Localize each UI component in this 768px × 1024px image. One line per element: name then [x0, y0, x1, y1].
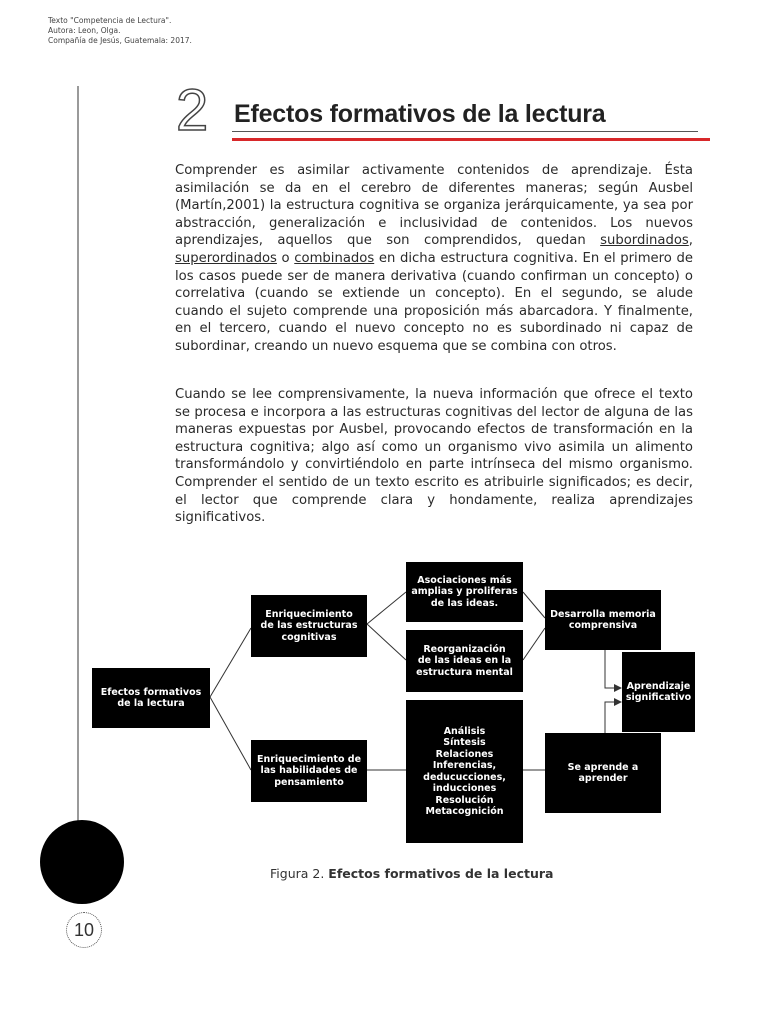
diagram-text: Análisis — [443, 725, 486, 737]
header-publisher: Compañía de Jesús, Guatemala: 2017. — [48, 36, 192, 45]
term-combinados: combinados — [294, 250, 375, 266]
diagram-text: Resolución — [435, 794, 494, 806]
arrowhead-aprendizaje-upper — [614, 684, 622, 692]
margin-line — [77, 86, 79, 826]
figure-caption — [270, 866, 553, 881]
diagram-text: Reorganización — [423, 643, 506, 655]
diagram-text: Se aprende a — [567, 761, 639, 773]
connector-root-estructuras — [210, 628, 251, 697]
diagram-text: Desarrolla memoria — [550, 608, 656, 620]
page-number: 10 — [66, 912, 102, 948]
paragraph-1 — [175, 162, 693, 356]
paragraph-1-text-a: Comprender es asimilar activamente contenidos de aprendizaje. Ésta asimilación se da en el cerebro de diferentes maneras; según Ausbel (Martín,2001) la estructura cognitiva se organiza jerárquicamente, ya sea por abstracción, generalización e inclusividad de contenidos. Los nuevos aprendizajes, aquellos que son comprendidos, quedan — [175, 163, 693, 249]
diagram-text: inducciones — [432, 783, 497, 794]
diagram-text: de la lectura — [117, 698, 185, 709]
diagram-text: Enriquecimiento — [265, 608, 353, 620]
title-red-rule — [232, 138, 710, 141]
paragraph-2: Cuando se lee comprensivamente, la nueva información que ofrece el texto se procesa e incorpora a las estructuras cognitivas del lector de alguna de las maneras expuestas por Ausbel, provocando efectos de transformación en la estructura cognitiva; algo así como un organismo vivo asimila un alimento transformándolo y convirtiéndolo en parte intrínseca del mismo organismo. Comprender el sentido de un texto escrito es atribuirle significados; es decir, el lector que comprende clara y hondamente, realiza aprendizajes significativos. — [175, 387, 693, 526]
caption-title: Efectos formativos de la lectura — [328, 866, 554, 881]
diagram-text: pensamiento — [274, 776, 344, 788]
diagram-text: comprensiva — [568, 620, 638, 631]
connector-root-habilidades — [210, 697, 251, 770]
diagram-box-reorganizacion — [406, 630, 523, 692]
diagram-text: Asociaciones más — [417, 574, 512, 586]
header-author: Autora: Leon, Olga. — [48, 26, 121, 35]
diagram-box-enriquecimiento-estructuras — [251, 595, 367, 657]
connector-estructuras-reorganizacion — [367, 624, 406, 660]
header-text-title: Texto "Competencia de Lectura". — [48, 16, 172, 25]
diagram-box-habilidades-lista — [406, 700, 523, 843]
diagram-text: de las ideas. — [430, 597, 499, 609]
diagram-text: aprender — [578, 773, 628, 784]
connector-asociaciones-memoria — [523, 592, 545, 618]
diagram-text: deducucciones, — [423, 771, 506, 783]
arrowhead-aprendizaje-lower — [614, 698, 622, 706]
diagram-text: Enriquecimiento de — [256, 753, 362, 765]
diagram-text: estructura mental — [416, 666, 513, 678]
chapter-title: Efectos formativos de la lectura — [234, 100, 606, 128]
chapter-number: 2 — [176, 78, 209, 143]
diagram-text: amplias y proliferas — [411, 586, 518, 598]
diagram-text: significativo — [625, 692, 692, 703]
term-subordinados: subordinados — [600, 233, 689, 249]
caption-prefix: Figura 2. — [270, 866, 329, 881]
diagram-box-enriquecimiento-habilidades — [251, 740, 367, 802]
term-superordinados: superordinados — [175, 250, 277, 266]
diagram-box-asociaciones — [406, 562, 523, 622]
diagram-box-aprendizaje-significativo — [622, 652, 695, 732]
paragraph-1-text-b: en dicha estructura cognitiva. En el primero de los casos puede ser de manera derivativa (cuando confirman un concepto) o correlativa (cuando se extiende un concepto). En el segundo, se alude cuando el sujeto comprende una proposición más abarcadora. Y finalmente, en el tercero, cuando el nuevo concepto no es subordinado ni capaz de subordinar, creando un nuevo esquema que se combina con otros. — [175, 250, 693, 354]
diagram-text: de las estructuras — [260, 620, 358, 632]
diagram-text: Relaciones — [435, 748, 494, 760]
connector-aprender-aprendizaje — [605, 702, 616, 733]
diagram-text: Síntesis — [443, 737, 486, 748]
diagram-box-memoria — [545, 590, 661, 650]
header-metadata — [48, 16, 192, 46]
title-underline — [232, 131, 698, 132]
diagram-box-root — [92, 668, 210, 728]
connector-memoria-aprendizaje — [605, 650, 616, 688]
connector-estructuras-asociaciones — [367, 592, 406, 624]
diagram-text: cognitivas — [281, 631, 337, 643]
diagram-text: Efectos formativos — [100, 686, 202, 698]
separator-2: o — [276, 250, 295, 266]
separator-1: , — [688, 233, 693, 249]
connector-reorganizacion-memoria — [523, 628, 545, 660]
diagram-text: de las ideas en la — [417, 655, 512, 667]
margin-circle — [40, 820, 124, 904]
diagram-text: Metacognición — [425, 806, 504, 817]
diagram-text: Aprendizaje — [626, 680, 691, 692]
diagram-box-aprender — [545, 733, 661, 813]
diagram-text: las habilidades de — [260, 765, 358, 777]
diagram-text: Inferencias, — [432, 760, 497, 771]
